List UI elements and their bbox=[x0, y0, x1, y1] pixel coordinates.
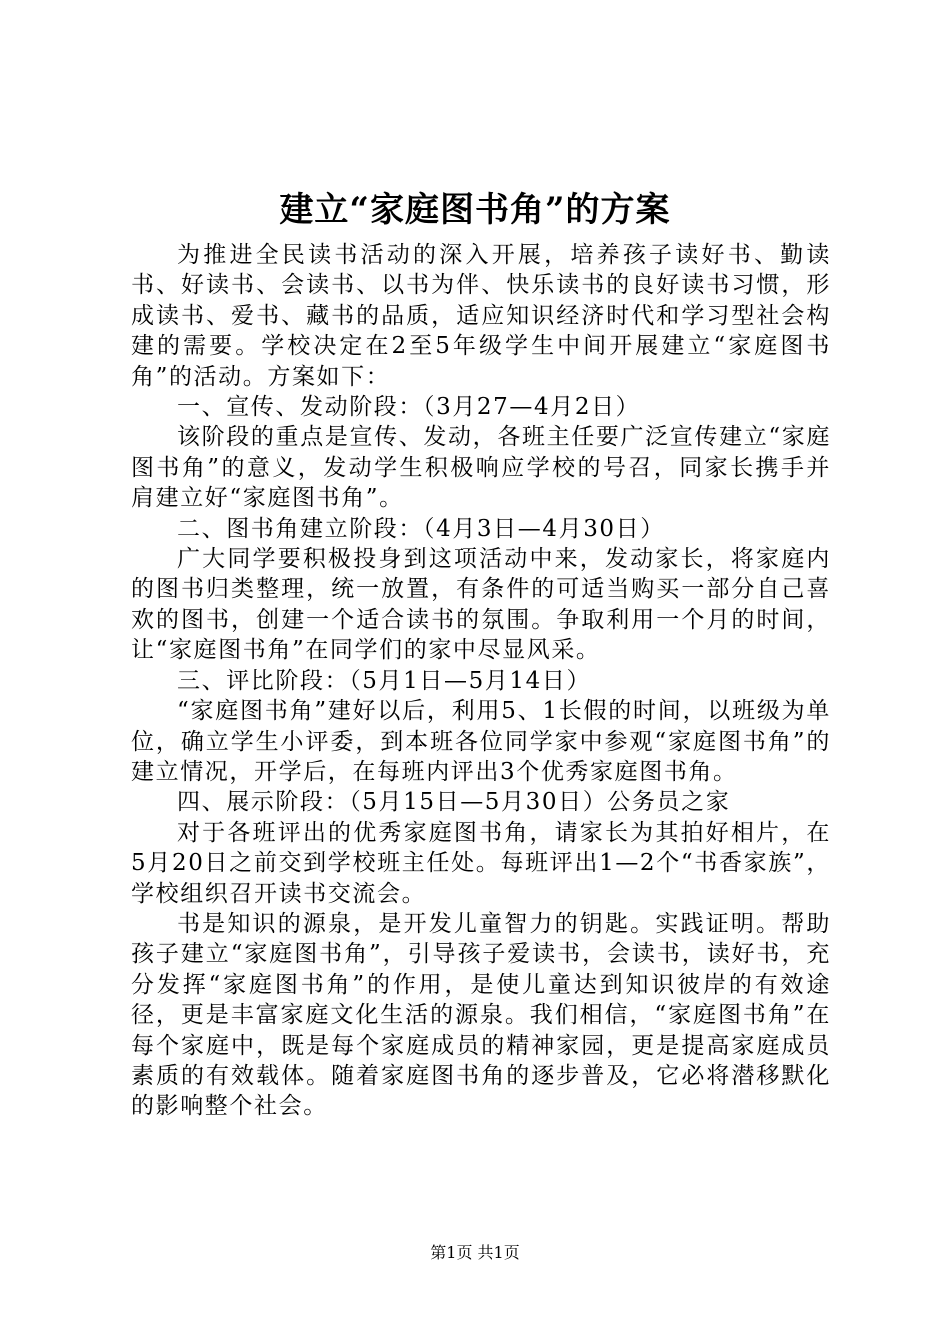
section-heading-1: 一、宣传、发动阶段：（3月27—4月2日） bbox=[177, 394, 641, 421]
section-heading-2: 二、图书角建立阶段：（4月3日—4月30日） bbox=[177, 515, 665, 542]
paragraph-conclusion: 书是知识的源泉，是开发儿童智力的钥匙。实践证明。帮助孩子建立“家庭图书角”，引导孩子爱读书，会读书，读好书，充分发挥“家庭图书角”的作用，是使儿童达到知识彼岸的有效途径，更是丰富家庭文化生活的源泉。我们相信，“家庭图书角”在每个家庭中，既是每个家庭成员的精神家园，更是提高家庭成员素质的有效载体。随着家庭图书角的逐步普及，它必将潜移默化的影响整个社会。 bbox=[131, 910, 831, 1120]
document-title: 建立“家庭图书角”的方案 bbox=[279, 190, 671, 230]
paragraph-section-4: 对于各班评出的优秀家庭图书角，请家长为其拍好相片，在5月20日之前交到学校班主任处。每班评出1—2个“书香家族”，学校组织召开读书交流会。 bbox=[131, 819, 831, 907]
section-heading-4: 四、展示阶段：（5月15日—5月30日）公务员之家 bbox=[177, 789, 731, 816]
paragraph-section-2: 广大同学要积极投身到这项活动中来，发动家长，将家庭内的图书归类整理，统一放置，有条件的可适当购买一部分自己喜欢的图书，创建一个适合读书的氛围。争取利用一个月的时间，让“家庭图书角”在同学们的家中尽显风采。 bbox=[131, 546, 831, 664]
document-body bbox=[131, 240, 831, 1122]
paragraph-intro: 为推进全民读书活动的深入开展，培养孩子读好书、勤读书、好读书、会读书、以书为伴、快乐读书的良好读书习惯，形成读书、爱书、藏书的品质，适应知识经济时代和学习型社会构建的需要。学校决定在2至5年级学生中间开展建立“家庭图书角”的活动。方案如下： bbox=[131, 242, 831, 390]
section-heading-3: 三、评比阶段：（5月1日—5月14日） bbox=[177, 667, 592, 694]
page-footer: 第1页 共1页 bbox=[430, 1243, 520, 1262]
paragraph-section-3: “家庭图书角”建好以后，利用5、1长假的时间，以班级为单位，确立学生小评委，到本班各位同学家中参观“家庭图书角”的建立情况，开学后，在每班内评出3个优秀家庭图书角。 bbox=[131, 698, 831, 785]
paragraph-section-1: 该阶段的重点是宣传、发动，各班主任要广泛宣传建立“家庭图书角”的意义，发动学生积极响应学校的号召，同家长携手并肩建立好“家庭图书角”。 bbox=[131, 424, 831, 512]
